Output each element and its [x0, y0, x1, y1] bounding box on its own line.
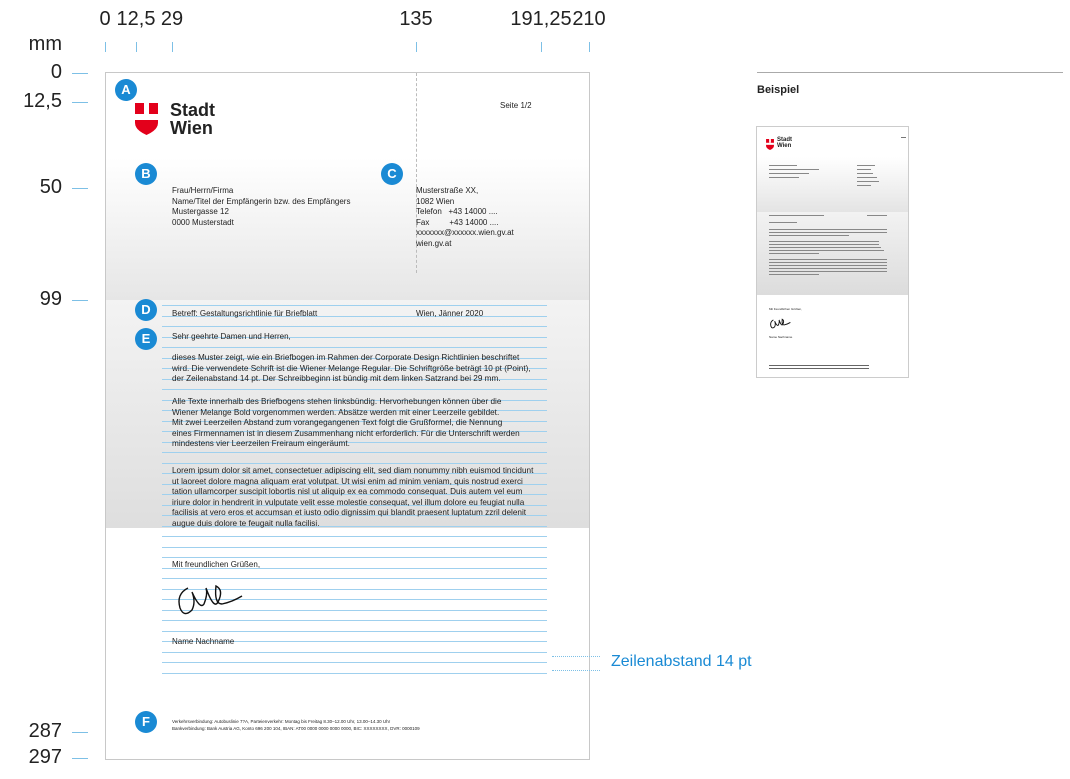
annotation-leader: [552, 656, 600, 657]
sender-block: [416, 186, 514, 249]
badge-c: C: [381, 163, 403, 185]
ruler-label-left: 297: [28, 746, 62, 768]
ruler-label-left: 12,5: [23, 90, 62, 112]
footer-line: Verkehrsverbindung: Autobuslinie 7?A, Parteienverkehr: Montag bis Freitag 8.30–12.00 Uhr, 13.00–14.30 Uhr: [172, 719, 391, 724]
guide-line: [162, 652, 547, 653]
badge-b: B: [135, 163, 157, 185]
thumb-signature-name: Name Nachname: [769, 335, 793, 339]
logo-line-1: Stadt: [170, 100, 215, 120]
thumb-text-line: [769, 222, 797, 223]
thumb-text-line: [769, 241, 879, 242]
guide-line: [162, 389, 547, 390]
thumb-text-line: [769, 169, 819, 170]
logo-line-2: Wien: [170, 118, 213, 138]
ruler-label-left: 50: [39, 176, 62, 198]
ruler-tick: [541, 42, 542, 52]
guide-line: [162, 305, 547, 306]
ruler-tick: [172, 42, 173, 52]
ruler-tick: [589, 42, 590, 52]
thumb-text-line: [769, 262, 887, 263]
ruler-label-top: 12,5: [116, 8, 156, 30]
ruler-unit: mm: [28, 33, 62, 55]
line-spacing-annotation: Zeilenabstand 14 pt: [611, 653, 752, 670]
ruler-tick: [72, 188, 88, 189]
ruler-label-left: 99: [39, 288, 62, 310]
ruler-label-left: 0: [50, 61, 62, 83]
subject-line: Betreff: Gestaltungsrichtlinie für Briefblatt: [172, 309, 318, 318]
thumb-logo-line: Stadt: [777, 137, 792, 143]
thumb-text-line: [857, 185, 871, 186]
guide-line: [162, 673, 547, 674]
thumb-text-line: [769, 253, 819, 254]
footer-line: Bankverbindung: Bank Austria AG, Konto 696 200 104, IBAN: AT00 0000 0000 0000 0000, BIC: XXXXXXXX, DVR: 0000109: [172, 726, 420, 731]
guide-line: [162, 536, 547, 537]
guide-line: [162, 463, 547, 464]
thumb-text-line: [769, 268, 887, 269]
recipient-block: [172, 186, 350, 228]
thumb-text-line: [857, 169, 871, 170]
example-thumbnail: [756, 126, 909, 378]
thumb-text-line: [857, 173, 873, 174]
sender-line: Fax +43 14000 ....: [416, 217, 499, 227]
footer: [172, 718, 420, 732]
recipient-line: 0000 Musterstadt: [172, 217, 234, 227]
thumb-text-line: [769, 173, 809, 174]
ruler-tick: [72, 732, 88, 733]
guide-line: [162, 662, 547, 663]
thumb-text-line: [769, 177, 799, 178]
thumb-footer: [769, 368, 869, 369]
thumb-text-line: [769, 259, 887, 260]
closing: Mit freundlichen Grüßen,: [172, 560, 261, 569]
sender-line: Telefon +43 14000 ....: [416, 207, 498, 216]
thumb-text-line: [769, 274, 819, 275]
guide-line: [162, 452, 547, 453]
ruler-label-top: 191,25: [510, 8, 572, 30]
sender-line: xxxxxxx@xxxxxx.wien.gv.at: [416, 228, 514, 237]
thumb-signature: [769, 317, 791, 331]
thumb-logo-icon: [766, 137, 774, 148]
thumb-text-line: [769, 215, 824, 216]
recipient-line: Name/Titel der Empfängerin bzw. des Empfängers: [172, 196, 351, 206]
example-divider: [757, 72, 1063, 73]
ruler-label-left: 287: [28, 720, 62, 742]
thumb-text-line: [769, 250, 884, 251]
date-line: Wien, Jänner 2020: [416, 309, 484, 318]
guide-line: [162, 326, 547, 327]
ruler-label-top: 135: [399, 8, 433, 30]
ruler-tick: [105, 42, 106, 52]
ruler-tick: [72, 102, 88, 103]
recipient-line: Mustergasse 12: [172, 207, 229, 216]
thumb-logo-text: [777, 137, 792, 149]
thumb-text-line: [769, 265, 887, 266]
thumb-page-number: [901, 137, 906, 138]
guide-line: [162, 347, 547, 348]
sender-line: Musterstraße XX,: [416, 186, 479, 195]
ruler-tick: [416, 42, 417, 52]
thumb-text-line: [769, 244, 879, 245]
badge-f: F: [135, 711, 157, 733]
ruler-tick: [136, 42, 137, 52]
ruler-tick: [72, 758, 88, 759]
guide-line: [162, 631, 547, 632]
badge-e: E: [135, 328, 157, 350]
salutation: Sehr geehrte Damen und Herren,: [172, 332, 291, 341]
ruler-label-top: 0: [99, 8, 111, 30]
signature-name: Name Nachname: [172, 637, 235, 646]
thumb-text-line: [769, 247, 881, 248]
guide-line: [162, 547, 547, 548]
recipient-line: Frau/Herrn/Firma: [172, 186, 234, 195]
paragraph: Alle Texte innerhalb des Briefbogens stehen linksbündig. Hervorhebungen können über die Wiener Melange Bold vorgenommen werden. Absätze werden mit einer Leerzeile gebildet. Mit zwei Leerzeilen Abstand zum vorangegangenen Text folgt die Grußformel, die Nennung eines Firmennamen ist in diesem Zusammenhang nicht erforderlich. Für die Unterschrift werden mindestens vier Leerzeilen Freiraum eingeräumt.: [172, 397, 520, 448]
thumb-footer: [769, 365, 869, 366]
badge-a: A: [115, 79, 137, 101]
thumb-text-line: [769, 165, 797, 166]
thumb-text-line: [769, 271, 887, 272]
ruler-label-top: 210: [572, 8, 606, 30]
signature-image: [174, 580, 244, 622]
paragraph: dieses Muster zeigt, wie ein Briefbogen im Rahmen der Corporate Design Richtlinien beschriftet wird. Die verwendete Schrift ist die Wiener Melange Regular. Die Schriftgröße beträgt 10 pt (Point), der Zeilenabstand 14 pt. Der Schreibbeginn ist bündig mit dem linken Satzrand bei 29 mm.: [172, 353, 531, 383]
thumb-text-line: [857, 181, 879, 182]
thumb-closing: Mit freundlichen Grüßen,: [769, 307, 803, 311]
thumb-text-line: [769, 232, 887, 233]
annotation-leader: [552, 670, 600, 671]
guide-line: [162, 578, 547, 579]
thumb-text-line: [857, 165, 875, 166]
page-number: Seite 1/2: [500, 101, 532, 110]
sender-line: 1082 Wien: [416, 196, 455, 206]
badge-d: D: [135, 299, 157, 321]
guide-line: [162, 557, 547, 558]
thumb-text-line: [867, 215, 887, 216]
letter-page: [105, 72, 590, 760]
example-heading: Beispiel: [757, 84, 800, 96]
ruler-label-top: 29: [160, 8, 184, 30]
sender-line: wien.gv.at: [416, 238, 452, 248]
thumb-text-line: [769, 235, 849, 236]
paragraph: Lorem ipsum dolor sit amet, consectetuer adipiscing elit, sed diam nonummy nibh euismod tincidunt ut laoreet dolore magna aliquam erat volutpat. Ut wisi enim ad minim veniam, quis nostrud exerci tation ullamcorper suscipit lobortis nisl ut aliquip ex ea commodo consequat. Duis autem vel eum iriure dolor in hendrerit in vulputate velit esse molestie consequat, vel illum dolore eu feugiat nulla facilisis at vero eros et accumsan et iusto odio dignissim qui blandit praesent luptatum zzril delenit augue duis dolore te feugait nulla facilisi.: [172, 466, 534, 528]
stadt-wien-logo-icon: [135, 103, 158, 135]
ruler-tick: [72, 73, 88, 74]
thumb-text-line: [857, 177, 877, 178]
thumb-logo-line: Wien: [777, 143, 792, 149]
ruler-tick: [72, 300, 88, 301]
thumb-text-line: [769, 229, 887, 230]
address-zone: [106, 158, 589, 300]
